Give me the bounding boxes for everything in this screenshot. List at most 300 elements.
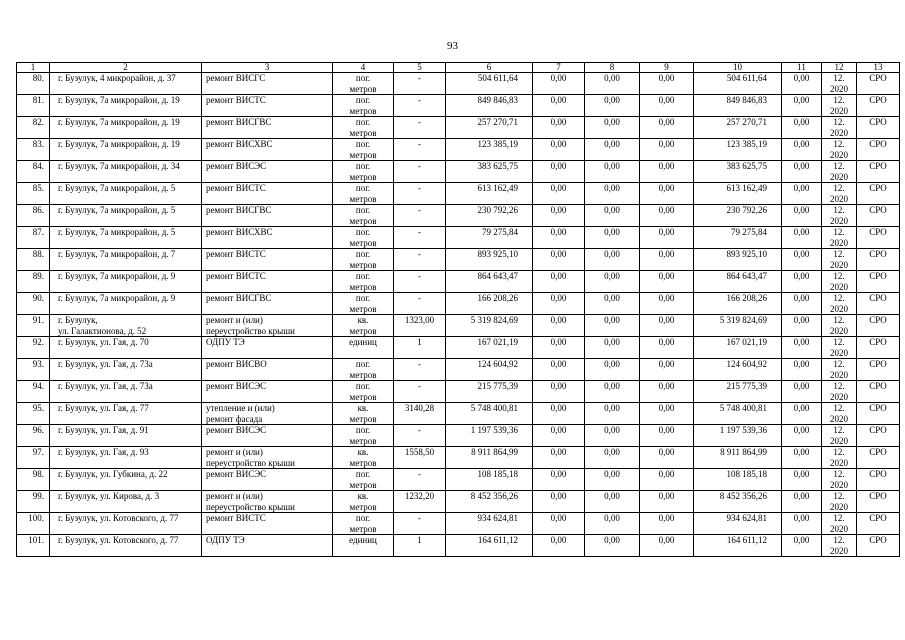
address-cell	[50, 73, 202, 95]
cost-cell: 257 270,71	[446, 117, 533, 139]
quantity-cell: 1	[394, 535, 446, 557]
cell-line: 2020	[830, 545, 848, 556]
value-cell-7: 0,00	[533, 425, 585, 447]
value-cell-9: 0,00	[640, 513, 694, 535]
value-cell-8: 0,00	[585, 425, 640, 447]
cost-cell: 504 611,64	[446, 73, 533, 95]
cell-line: 2020	[830, 479, 848, 490]
cell-line: 12.	[833, 425, 845, 435]
address-cell	[50, 513, 202, 535]
cell-line: 12.	[833, 293, 845, 303]
cell-line: г. Бузулук, 7а микрорайон, д. 9	[58, 271, 176, 281]
row-number-cell: 94.	[17, 381, 50, 403]
period-cell	[822, 469, 857, 491]
unit-cell	[333, 271, 394, 293]
row-number-cell: 91.	[17, 315, 50, 337]
cell-line: 12.	[833, 227, 845, 237]
value-cell-10: 934 624,81	[694, 513, 782, 535]
column-header-9: 9	[640, 63, 694, 73]
cost-cell: 167 021,19	[446, 337, 533, 359]
value-cell-7: 0,00	[533, 513, 585, 535]
table-row	[17, 117, 900, 139]
quantity-cell: 1323,00	[394, 315, 446, 337]
cell-line: г. Бузулук, ул. Губкина, д. 22	[58, 469, 168, 479]
unit-cell	[333, 359, 394, 381]
period-cell	[822, 425, 857, 447]
value-cell-7: 0,00	[533, 293, 585, 315]
address-cell	[50, 183, 202, 205]
value-cell-9: 0,00	[640, 227, 694, 249]
value-cell-9: 0,00	[640, 315, 694, 337]
row-number-cell: 99.	[17, 491, 50, 513]
work-type-cell	[202, 337, 333, 359]
quantity-cell: -	[394, 95, 446, 117]
value-cell-11: 0,00	[782, 183, 822, 205]
address-cell	[50, 249, 202, 271]
value-cell-11: 0,00	[782, 293, 822, 315]
column-header-12: 12	[822, 63, 857, 73]
cell-line: 12.	[833, 139, 845, 149]
address-cell	[50, 271, 202, 293]
cell-line: единиц	[349, 535, 377, 545]
cost-cell: 5 748 400,81	[446, 403, 533, 425]
table-row	[17, 249, 900, 271]
table-row	[17, 491, 900, 513]
period-cell	[822, 359, 857, 381]
row-number-cell: 100.	[17, 513, 50, 535]
row-number-cell: 98.	[17, 469, 50, 491]
cell-line: 12.	[833, 469, 845, 479]
cell-line: г. Бузулук, ул. Гая, д. 77	[58, 403, 149, 413]
row-number-cell: 96.	[17, 425, 50, 447]
cost-cell: 123 385,19	[446, 139, 533, 161]
row-number-cell: 92.	[17, 337, 50, 359]
cell-line: 12.	[833, 271, 845, 281]
quantity-cell: -	[394, 73, 446, 95]
period-cell	[822, 139, 857, 161]
cell-line: 2020	[830, 391, 848, 402]
source-cell: СРО	[857, 161, 900, 183]
cell-line: 12.	[833, 95, 845, 105]
source-cell: СРО	[857, 359, 900, 381]
work-type-cell	[202, 117, 333, 139]
quantity-cell: 1558,50	[394, 447, 446, 469]
value-cell-9: 0,00	[640, 161, 694, 183]
value-cell-11: 0,00	[782, 359, 822, 381]
cost-cell: 230 792,26	[446, 205, 533, 227]
source-cell: СРО	[857, 139, 900, 161]
source-cell: СРО	[857, 513, 900, 535]
value-cell-11: 0,00	[782, 73, 822, 95]
source-cell: СРО	[857, 227, 900, 249]
value-cell-7: 0,00	[533, 73, 585, 95]
value-cell-9: 0,00	[640, 117, 694, 139]
cell-line: г. Бузулук, 7а микрорайон, д. 9	[58, 293, 176, 303]
value-cell-7: 0,00	[533, 249, 585, 271]
cell-line: пог.	[355, 205, 371, 215]
value-cell-8: 0,00	[585, 359, 640, 381]
cell-line: кв.	[357, 447, 369, 457]
value-cell-9: 0,00	[640, 491, 694, 513]
table-row	[17, 359, 900, 381]
value-cell-8: 0,00	[585, 513, 640, 535]
value-cell-9: 0,00	[640, 403, 694, 425]
cell-line: ремонт и (или)	[206, 315, 263, 325]
cell-line: пог.	[355, 271, 371, 281]
work-type-cell	[202, 205, 333, 227]
work-type-cell	[202, 249, 333, 271]
cost-cell: 383 625,75	[446, 161, 533, 183]
cell-line: 2020	[830, 347, 848, 358]
column-header-1: 1	[17, 63, 50, 73]
value-cell-8: 0,00	[585, 205, 640, 227]
address-cell	[50, 205, 202, 227]
unit-cell	[333, 425, 394, 447]
cell-line: ремонт ВИСЭС	[206, 161, 267, 171]
work-type-cell	[202, 183, 333, 205]
cell-line: ремонт ВИСЭС	[206, 425, 267, 435]
address-cell	[50, 381, 202, 403]
cell-line: метров	[349, 83, 377, 94]
cell-line: ремонт ВИСТС	[206, 183, 266, 193]
value-cell-7: 0,00	[533, 271, 585, 293]
period-cell	[822, 491, 857, 513]
period-cell	[822, 227, 857, 249]
cell-line: г. Бузулук, 7а микрорайон, д. 5	[58, 183, 176, 193]
page-number: 93	[447, 40, 458, 52]
cell-line: метров	[349, 193, 377, 204]
cell-line: г. Бузулук, 7а микрорайон, д. 5	[58, 227, 176, 237]
cell-line: г. Бузулук, ул. Котовского, д. 77	[58, 535, 179, 545]
unit-cell	[333, 513, 394, 535]
table-row	[17, 513, 900, 535]
value-cell-11: 0,00	[782, 535, 822, 557]
row-number-cell: 83.	[17, 139, 50, 161]
unit-cell	[333, 535, 394, 557]
unit-cell	[333, 447, 394, 469]
period-cell	[822, 117, 857, 139]
cell-line: 2020	[830, 523, 848, 534]
value-cell-9: 0,00	[640, 205, 694, 227]
cell-line: 12.	[833, 359, 845, 369]
cost-cell: 164 611,12	[446, 535, 533, 557]
value-cell-11: 0,00	[782, 447, 822, 469]
cell-line: ремонт ВИСТС	[206, 271, 266, 281]
unit-cell	[333, 469, 394, 491]
cell-line: пог.	[355, 95, 371, 105]
value-cell-7: 0,00	[533, 117, 585, 139]
cell-line: г. Бузулук, ул. Гая, д. 70	[58, 337, 149, 347]
unit-cell	[333, 227, 394, 249]
source-cell: СРО	[857, 271, 900, 293]
cell-line: переустройство крыши	[206, 325, 295, 336]
value-cell-9: 0,00	[640, 359, 694, 381]
value-cell-10: 849 846,83	[694, 95, 782, 117]
cell-line: ремонт ВИСТС	[206, 249, 266, 259]
address-cell	[50, 469, 202, 491]
value-cell-11: 0,00	[782, 491, 822, 513]
works-table	[16, 62, 900, 557]
source-cell: СРО	[857, 535, 900, 557]
cell-line: 12.	[833, 447, 845, 457]
cell-line: пог.	[355, 425, 371, 435]
cell-line: 2020	[830, 149, 848, 160]
unit-cell	[333, 95, 394, 117]
value-cell-10: 1 197 539,36	[694, 425, 782, 447]
period-cell	[822, 403, 857, 425]
address-cell	[50, 491, 202, 513]
work-type-cell	[202, 425, 333, 447]
address-cell	[50, 315, 202, 337]
value-cell-11: 0,00	[782, 95, 822, 117]
column-header-10: 10	[694, 63, 782, 73]
value-cell-8: 0,00	[585, 337, 640, 359]
value-cell-9: 0,00	[640, 425, 694, 447]
value-cell-9: 0,00	[640, 337, 694, 359]
source-cell: СРО	[857, 381, 900, 403]
value-cell-11: 0,00	[782, 513, 822, 535]
value-cell-10: 864 643,47	[694, 271, 782, 293]
table-row	[17, 315, 900, 337]
period-cell	[822, 337, 857, 359]
value-cell-10: 5 748 400,81	[694, 403, 782, 425]
cell-line: г. Бузулук, ул. Гая, д. 91	[58, 425, 149, 435]
quantity-cell: -	[394, 513, 446, 535]
table-row	[17, 73, 900, 95]
value-cell-7: 0,00	[533, 95, 585, 117]
value-cell-10: 504 611,64	[694, 73, 782, 95]
column-header-2: 2	[50, 63, 202, 73]
address-cell	[50, 161, 202, 183]
value-cell-8: 0,00	[585, 117, 640, 139]
cost-cell: 934 624,81	[446, 513, 533, 535]
value-cell-7: 0,00	[533, 183, 585, 205]
cell-line: метров	[349, 523, 377, 534]
column-header-7: 7	[533, 63, 585, 73]
row-number-cell: 82.	[17, 117, 50, 139]
cell-line: метров	[349, 435, 377, 446]
table-row	[17, 469, 900, 491]
value-cell-10: 166 208,26	[694, 293, 782, 315]
source-cell: СРО	[857, 469, 900, 491]
period-cell	[822, 293, 857, 315]
work-type-cell	[202, 513, 333, 535]
cell-line: ремонт ВИСВО	[206, 359, 267, 369]
table-body	[17, 73, 900, 557]
cell-line: г. Бузулук, 7а микрорайон, д. 7	[58, 249, 176, 259]
source-cell: СРО	[857, 293, 900, 315]
address-cell	[50, 227, 202, 249]
cell-line: ремонт ВИСГВС	[206, 293, 272, 303]
value-cell-7: 0,00	[533, 469, 585, 491]
value-cell-7: 0,00	[533, 403, 585, 425]
cell-line: ремонт ВИСХВС	[206, 139, 273, 149]
quantity-cell: -	[394, 227, 446, 249]
cost-cell: 849 846,83	[446, 95, 533, 117]
cell-line: 12.	[833, 117, 845, 127]
unit-cell	[333, 249, 394, 271]
cell-line: метров	[349, 259, 377, 270]
table-row	[17, 403, 900, 425]
address-cell	[50, 425, 202, 447]
cost-cell: 893 925,10	[446, 249, 533, 271]
cell-line: пог.	[355, 381, 371, 391]
cell-line: ОДПУ ТЭ	[206, 337, 245, 347]
address-cell	[50, 95, 202, 117]
row-number-cell: 101.	[17, 535, 50, 557]
cell-line: 2020	[830, 193, 848, 204]
value-cell-9: 0,00	[640, 535, 694, 557]
value-cell-11: 0,00	[782, 425, 822, 447]
cell-line: пог.	[355, 513, 371, 523]
row-number-cell: 81.	[17, 95, 50, 117]
cell-line: ремонт ВИСТС	[206, 95, 266, 105]
value-cell-9: 0,00	[640, 249, 694, 271]
table-row	[17, 337, 900, 359]
value-cell-8: 0,00	[585, 491, 640, 513]
cost-cell: 8 452 356,26	[446, 491, 533, 513]
cost-cell: 124 604,92	[446, 359, 533, 381]
cell-line: 2020	[830, 413, 848, 424]
cell-line: ремонт и (или)	[206, 447, 263, 457]
quantity-cell: 1	[394, 337, 446, 359]
cell-line: метров	[349, 369, 377, 380]
quantity-cell: 3140,28	[394, 403, 446, 425]
work-type-cell	[202, 293, 333, 315]
value-cell-8: 0,00	[585, 227, 640, 249]
work-type-cell	[202, 381, 333, 403]
unit-cell	[333, 491, 394, 513]
row-number-cell: 89.	[17, 271, 50, 293]
unit-cell	[333, 139, 394, 161]
cell-line: 12.	[833, 315, 845, 325]
value-cell-11: 0,00	[782, 403, 822, 425]
value-cell-8: 0,00	[585, 381, 640, 403]
table-row	[17, 227, 900, 249]
cell-line: 2020	[830, 303, 848, 314]
value-cell-7: 0,00	[533, 447, 585, 469]
value-cell-10: 79 275,84	[694, 227, 782, 249]
cell-line: метров	[349, 457, 377, 468]
unit-cell	[333, 315, 394, 337]
cell-line: ремонт ВИСХВС	[206, 227, 273, 237]
row-number-cell: 80.	[17, 73, 50, 95]
period-cell	[822, 315, 857, 337]
source-cell: СРО	[857, 183, 900, 205]
address-cell	[50, 117, 202, 139]
table-row	[17, 161, 900, 183]
cell-line: г. Бузулук, ул. Котовского, д. 77	[58, 513, 179, 523]
value-cell-7: 0,00	[533, 359, 585, 381]
cell-line: пог.	[355, 293, 371, 303]
table-row	[17, 139, 900, 161]
value-cell-10: 215 775,39	[694, 381, 782, 403]
cell-line: метров	[349, 105, 377, 116]
column-header-4: 4	[333, 63, 394, 73]
row-number-cell: 87.	[17, 227, 50, 249]
period-cell	[822, 95, 857, 117]
cell-line: 12.	[833, 513, 845, 523]
value-cell-10: 257 270,71	[694, 117, 782, 139]
address-cell	[50, 337, 202, 359]
cell-line: метров	[349, 391, 377, 402]
cost-cell: 108 185,18	[446, 469, 533, 491]
unit-cell	[333, 183, 394, 205]
value-cell-9: 0,00	[640, 381, 694, 403]
unit-cell	[333, 337, 394, 359]
value-cell-10: 230 792,26	[694, 205, 782, 227]
cell-line: ул. Галактионова, д. 52	[58, 325, 147, 336]
value-cell-9: 0,00	[640, 293, 694, 315]
cell-line: г. Бузулук, ул. Гая, д. 73а	[58, 381, 153, 391]
source-cell: СРО	[857, 315, 900, 337]
unit-cell	[333, 73, 394, 95]
cell-line: ремонт ВИСЭС	[206, 469, 267, 479]
quantity-cell: -	[394, 425, 446, 447]
address-cell	[50, 403, 202, 425]
cell-line: пог.	[355, 73, 371, 83]
cell-line: 2020	[830, 501, 848, 512]
value-cell-8: 0,00	[585, 315, 640, 337]
cell-line: 12.	[833, 337, 845, 347]
period-cell	[822, 183, 857, 205]
value-cell-8: 0,00	[585, 271, 640, 293]
cell-line: г. Бузулук, 4 микрорайон, д. 37	[58, 73, 176, 83]
value-cell-8: 0,00	[585, 293, 640, 315]
cell-line: г. Бузулук, 7а микрорайон, д. 5	[58, 205, 176, 215]
table-row	[17, 271, 900, 293]
cell-line: г. Бузулук, 7а микрорайон, д. 19	[58, 117, 180, 127]
value-cell-9: 0,00	[640, 183, 694, 205]
cell-line: ремонт ВИСТС	[206, 513, 266, 523]
cell-line: утепление и (или)	[206, 403, 275, 413]
source-cell: СРО	[857, 205, 900, 227]
cell-line: 2020	[830, 259, 848, 270]
cell-line: пог.	[355, 183, 371, 193]
table-row	[17, 535, 900, 557]
cell-line: 2020	[830, 83, 848, 94]
cost-cell: 166 208,26	[446, 293, 533, 315]
value-cell-11: 0,00	[782, 337, 822, 359]
cell-line: г. Бузулук, 7а микрорайон, д. 19	[58, 95, 180, 105]
value-cell-8: 0,00	[585, 161, 640, 183]
cell-line: 12.	[833, 491, 845, 501]
table-row	[17, 425, 900, 447]
cell-line: метров	[349, 215, 377, 226]
cell-line: пог.	[355, 249, 371, 259]
cell-line: ОДПУ ТЭ	[206, 535, 245, 545]
cell-line: метров	[349, 325, 377, 336]
cell-line: переустройство крыши	[206, 501, 295, 512]
table-row	[17, 293, 900, 315]
quantity-cell: -	[394, 469, 446, 491]
address-cell	[50, 535, 202, 557]
cell-line: пог.	[355, 139, 371, 149]
cell-line: ремонт и (или)	[206, 491, 263, 501]
cost-cell: 1 197 539,36	[446, 425, 533, 447]
work-type-cell	[202, 469, 333, 491]
source-cell: СРО	[857, 95, 900, 117]
cell-line: г. Бузулук, ул. Гая, д. 73а	[58, 359, 153, 369]
cell-line: 12.	[833, 403, 845, 413]
cell-line: метров	[349, 127, 377, 138]
value-cell-9: 0,00	[640, 271, 694, 293]
column-header-6: 6	[446, 63, 533, 73]
cell-line: 2020	[830, 281, 848, 292]
value-cell-8: 0,00	[585, 535, 640, 557]
value-cell-9: 0,00	[640, 469, 694, 491]
value-cell-11: 0,00	[782, 315, 822, 337]
